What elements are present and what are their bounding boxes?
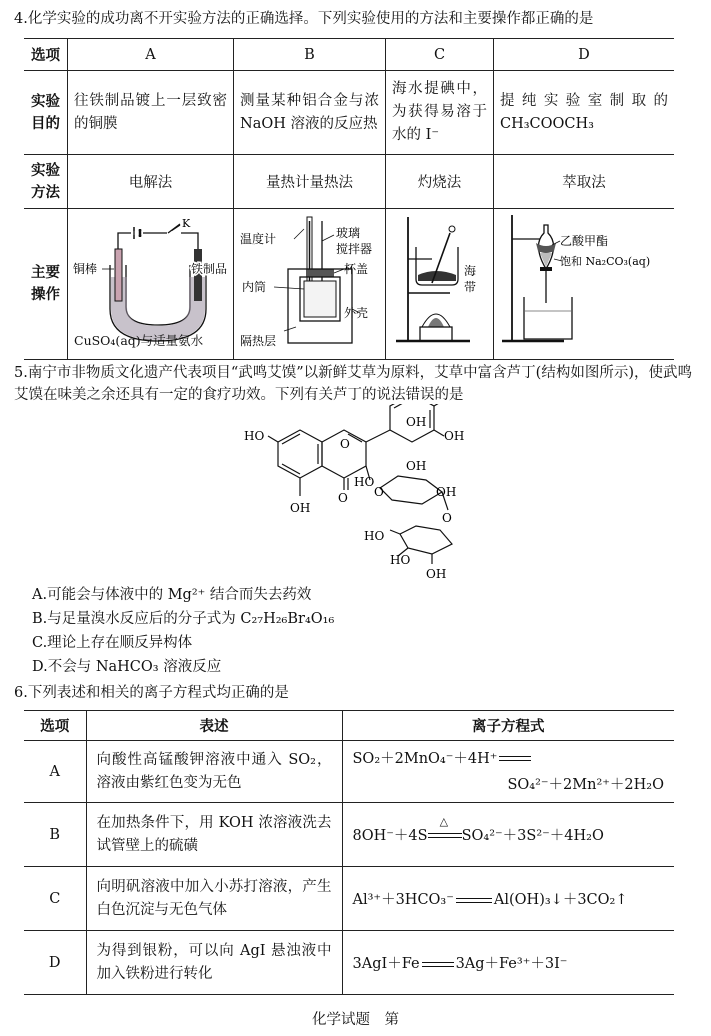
kelp-label-1: 海	[464, 264, 477, 278]
q4-header-a: A	[68, 39, 234, 71]
heat-symbol: △	[439, 815, 449, 828]
q4-header-c: C	[386, 39, 494, 71]
carbonyl-o: O	[338, 491, 348, 505]
q4-op-b	[234, 209, 386, 360]
glycoside-o: O	[374, 485, 384, 499]
q6-desc-c: 向明矾溶液中加入小苏打溶液，产生白色沉淀与无色气体	[96, 878, 332, 918]
equals-sign	[456, 898, 492, 903]
equals-sign	[499, 756, 531, 761]
q5-stem: 5.南宁市非物质文化遗产代表项目“武鸣艾馍”以新鲜艾草为原料，艾草中富含芦丁(结构如图所示)，使武鸣艾馍在味美之余还具有一定的食疗功效。下列有关芦丁的说法错误的是	[14, 365, 692, 403]
extraction-diagram	[494, 209, 674, 355]
burning-diagram	[386, 209, 493, 355]
q4-header-b: B	[234, 39, 386, 71]
q4-op-label: 主要操作	[24, 209, 68, 360]
q6-eq-a	[342, 741, 674, 803]
page-footer: 化学试题 第	[312, 1012, 399, 1028]
q6-opt-a: A	[24, 741, 86, 803]
equals-sign	[422, 962, 454, 967]
q6-eq-b-right: SO₄²⁻＋3S²⁻＋4H₂O	[461, 828, 604, 844]
sugar-oh-2: OH	[406, 459, 427, 473]
q6-opt-d: D	[24, 931, 86, 995]
q4-purpose-label: 实验目的	[24, 71, 68, 155]
oh-right: OH	[444, 429, 465, 443]
rha-oh: OH	[426, 567, 447, 581]
q6-table	[24, 710, 674, 995]
q6-eq-d-right: 3Ag＋Fe³⁺＋3I⁻	[455, 956, 568, 972]
q6-header-eq: 离子方程式	[342, 711, 674, 741]
oh-bottom: OH	[290, 501, 311, 515]
q4-header-d: D	[494, 39, 675, 71]
q6-eq-c-right: Al(OH)₃↓＋3CO₂↑	[493, 892, 628, 908]
sodium-carbonate-label: 饱和 Na₂CO₃(aq)	[560, 255, 651, 268]
ester-label: 乙酸甲酯	[560, 234, 609, 248]
q4-table	[24, 38, 674, 360]
q6-eq-d-left: 3AgI＋Fe	[352, 956, 420, 972]
q6-eq-c	[342, 867, 674, 931]
q6-eq-b-left: 8OH⁻＋4S	[352, 828, 428, 844]
oh-top: OH	[406, 415, 427, 429]
iron-product-label: 铁制品	[191, 262, 228, 276]
copper-rod-label: 铜棒	[73, 262, 98, 276]
q4-stem: 4.化学实验的成功离不开实验方法的正确选择。下列实验使用的方法和主要操作都正确的是	[14, 11, 594, 27]
q4-method-d: 萃取法	[494, 155, 675, 209]
q6-stem: 6.下列表述和相关的离子方程式均正确的是	[14, 685, 289, 701]
q6-eq-b	[342, 803, 674, 867]
q4-method-label: 实验方法	[24, 155, 68, 209]
q4-method-a: 电解法	[68, 155, 234, 209]
link-o: O	[442, 511, 452, 525]
inner-cylinder-label: 内筒	[242, 280, 267, 294]
q6-eq-d	[342, 931, 674, 995]
q5-option-a: A.可能会与体液中的 Mg²⁺ 结合而失去药效	[32, 587, 312, 603]
switch-label: K	[182, 217, 191, 230]
thermometer-label: 温度计	[240, 232, 277, 246]
q6-opt-c: C	[24, 867, 86, 931]
q6-eq-c-left: Al³⁺＋3HCO₃⁻	[352, 892, 454, 908]
q4-purpose-d: 提纯实验室制取的 CH₃COOCH₃	[500, 92, 668, 132]
q4-op-c	[386, 209, 494, 360]
calorimeter-diagram	[234, 209, 385, 355]
q6-desc-b: 在加热条件下，用 KOH 浓溶液洗去试管壁上的硫磺	[96, 814, 332, 854]
outer-shell-label: 外壳	[344, 306, 369, 320]
heat-equals-sign	[428, 815, 462, 843]
q6-desc-a: 向酸性高锰酸钾溶液中通入 SO₂，溶液由紫红色变为无色	[96, 751, 332, 791]
q6-eq-a-left: SO₂＋2MnO₄⁻＋4H⁺	[352, 750, 498, 767]
stirrer-label-2: 搅拌器	[336, 242, 373, 256]
oh-left: HO	[244, 429, 265, 443]
rha-ho-1: HO	[364, 529, 385, 543]
stirrer-label-1: 玻璃	[336, 226, 361, 240]
q6-header-desc: 表述	[86, 711, 342, 741]
q6-opt-b: B	[24, 803, 86, 867]
q6-eq-a-right: SO₄²⁻＋2Mn²⁺＋2H₂O	[507, 776, 664, 793]
rutin-structure	[230, 404, 480, 584]
q5-option-b: B.与足量溴水反应后的分子式为 C₂₇H₂₆Br₄O₁₆	[32, 611, 335, 627]
insulation-label: 隔热层	[240, 334, 277, 348]
q6-desc-d: 为得到银粉，可以向 AgI 悬浊液中加入铁粉进行转化	[96, 942, 332, 982]
q5-option-c: C.理论上存在顺反异构体	[32, 635, 193, 651]
sugar-oh-1: OH	[436, 485, 457, 499]
q4-method-b: 量热计量热法	[234, 155, 386, 209]
sugar-ho: HO	[354, 475, 375, 489]
q4-purpose-c: 海水提碘中，为获得易溶于水的 I⁻	[392, 81, 487, 143]
q4-purpose-a: 往铁制品镀上一层致密的铜膜	[74, 92, 227, 132]
q4-op-a	[68, 209, 234, 360]
q5-option-d: D.不会与 NaHCO₃ 溶液反应	[32, 659, 222, 675]
q4-op-d	[494, 209, 675, 360]
rha-ho-2: HO	[390, 553, 411, 567]
q6-header-option: 选项	[24, 711, 86, 741]
q4-method-c: 灼烧法	[386, 155, 494, 209]
q4-purpose-b: 测量某种铝合金与浓 NaOH 溶液的反应热	[240, 92, 379, 132]
lid-label: 杯盖	[344, 262, 369, 276]
ring-o: O	[340, 437, 350, 451]
kelp-label-2: 带	[464, 280, 477, 294]
electrolyte-label: CuSO₄(aq)与适量氨水	[74, 333, 204, 348]
q4-header-option: 选项	[24, 39, 68, 71]
